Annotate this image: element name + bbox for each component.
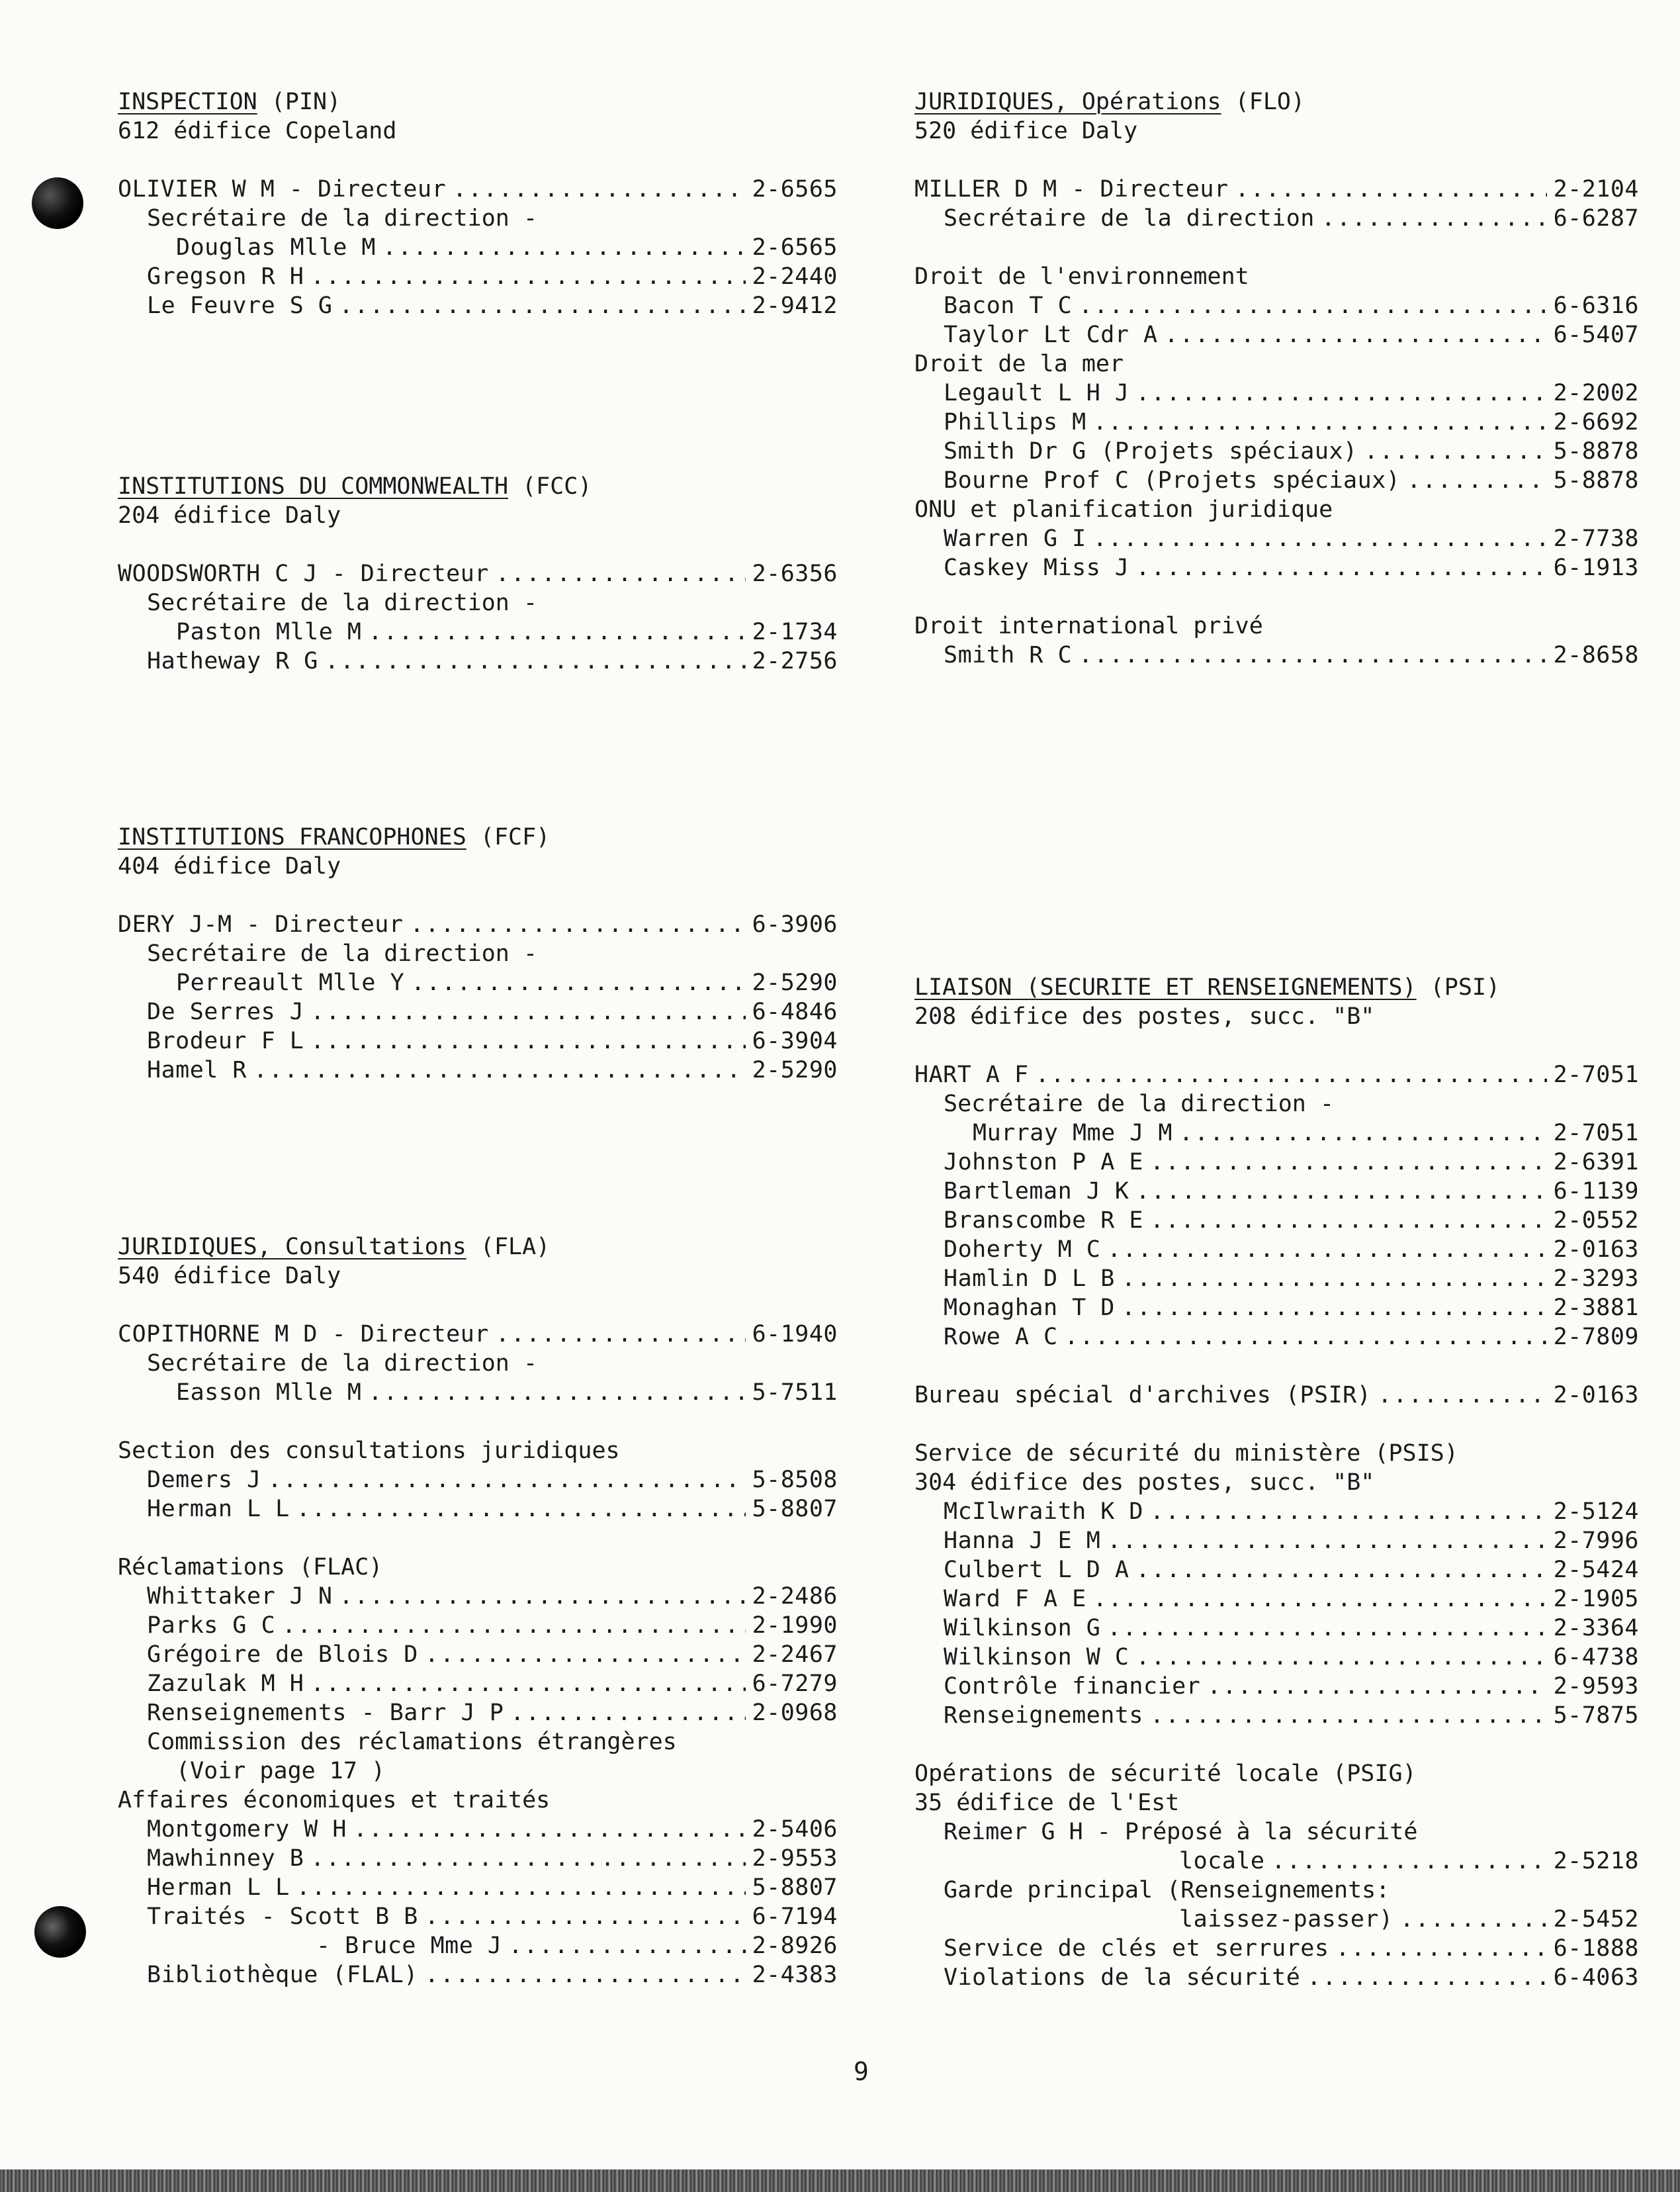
phone-number: 5-7511 — [752, 1379, 838, 1406]
phone-number: 2-4383 — [752, 1962, 838, 1988]
entry-name: Bartleman J K — [944, 1178, 1129, 1205]
entry-name: Culbert L D A — [944, 1557, 1129, 1583]
phone-number: 2-5406 — [752, 1816, 838, 1843]
phone-number: 2-6692 — [1553, 409, 1639, 435]
directory-entry — [914, 1672, 1639, 1701]
entry-name: Whittaker J N — [147, 1583, 333, 1610]
dot-leader — [310, 1844, 745, 1873]
phone-number: 2-6565 — [752, 234, 838, 261]
entry-name: Grégoire de Blois D — [147, 1641, 418, 1668]
phone-number: 2-8658 — [1553, 642, 1639, 668]
section-heading — [118, 87, 838, 116]
phone-number: 2-2486 — [752, 1583, 838, 1610]
directory-entry — [914, 1235, 1639, 1264]
directory-entry — [118, 291, 838, 320]
phone-number: 2-2104 — [1553, 176, 1639, 203]
section-address: 404 édifice Daly — [118, 853, 341, 880]
directory-entry — [914, 1614, 1639, 1643]
dot-leader — [410, 910, 745, 939]
dot-leader — [1150, 1148, 1547, 1177]
scan-edge-artifact — [0, 2169, 1680, 2192]
dot-leader — [1135, 553, 1546, 582]
dot-leader — [1378, 1381, 1546, 1410]
section-title: INSPECTION — [118, 89, 257, 115]
dot-leader — [1150, 1206, 1547, 1235]
directory-entry — [914, 408, 1639, 437]
phone-number: 2-8926 — [752, 1933, 838, 1959]
directory-label: Secrétaire de la direction - — [147, 940, 538, 967]
entry-name: Herman L L — [147, 1874, 290, 1901]
directory-entry — [118, 1873, 838, 1902]
dot-leader — [296, 1494, 746, 1524]
dot-leader — [1036, 1060, 1547, 1089]
dot-leader — [425, 1640, 746, 1669]
phone-number: 2-0163 — [1553, 1236, 1639, 1263]
entry-name: Contrôle financier — [944, 1673, 1201, 1700]
entry-name: Zazulak M H — [147, 1670, 304, 1697]
dot-leader — [268, 1465, 746, 1494]
directory-entry — [118, 1056, 838, 1085]
directory-entry — [914, 1497, 1639, 1526]
directory-entry — [914, 1381, 1639, 1410]
entry-name: Warren G I — [944, 525, 1086, 552]
section-title: JURIDIQUES, Consultations — [118, 1234, 466, 1260]
dot-leader — [253, 1056, 746, 1085]
directory-entry — [914, 1934, 1639, 1963]
dot-leader — [411, 968, 745, 997]
dot-leader — [1122, 1264, 1547, 1293]
dot-leader — [1065, 1322, 1547, 1351]
directory-entry — [914, 524, 1639, 553]
dot-leader — [310, 262, 745, 291]
entry-name: WOODSWORTH C J - Directeur — [118, 561, 489, 587]
section-heading — [118, 823, 838, 852]
phone-number: 2-1990 — [752, 1612, 838, 1639]
section-title: INSTITUTIONS FRANCOPHONES — [118, 824, 466, 850]
dot-leader — [1107, 1235, 1546, 1264]
entry-name: Douglas Mlle M — [176, 234, 376, 261]
directory-entry — [914, 553, 1639, 582]
phone-number: 2-3364 — [1553, 1615, 1639, 1641]
directory-entry — [118, 1960, 838, 1989]
phone-number: 5-8878 — [1553, 438, 1639, 465]
dot-leader — [1335, 1934, 1546, 1963]
punch-hole — [34, 1906, 86, 1958]
directory-entry — [118, 1611, 838, 1640]
subsection-title: Droit international privé — [914, 613, 1263, 639]
section-inspection — [118, 87, 838, 320]
phone-number: 2-5124 — [1553, 1498, 1639, 1525]
entry-name: Branscombe R E — [944, 1207, 1144, 1234]
directory-label: Reimer G H - Préposé à la sécurité — [944, 1819, 1418, 1845]
directory-entry — [914, 1584, 1639, 1614]
phone-number: 2-5290 — [752, 1057, 838, 1083]
entry-name: Renseignements — [944, 1702, 1144, 1729]
dot-leader — [310, 1027, 745, 1056]
dot-leader — [282, 1611, 745, 1640]
subsection-title: Affaires économiques et traités — [118, 1787, 551, 1813]
punch-hole — [32, 177, 83, 229]
directory-entry — [118, 175, 838, 204]
phone-number: 2-7051 — [1553, 1062, 1639, 1088]
phone-number: 6-5407 — [1553, 322, 1639, 348]
entry-name: COPITHORNE M D - Directeur — [118, 1321, 489, 1347]
phone-number: 2-6565 — [752, 176, 838, 203]
entry-name: Easson Mlle M — [176, 1379, 362, 1406]
directory-entry — [118, 1902, 838, 1931]
dot-leader — [1150, 1497, 1547, 1526]
directory-entry — [118, 1465, 838, 1494]
dot-leader — [1307, 1963, 1546, 1992]
section-consultations — [118, 1232, 838, 1989]
section-address: 520 édifice Daly — [914, 118, 1138, 144]
phone-number: 6-4738 — [1553, 1644, 1639, 1670]
directory-entry — [914, 1643, 1639, 1672]
phone-number: 2-2002 — [1553, 380, 1639, 406]
phone-number: 2-7051 — [1553, 1120, 1639, 1146]
entry-name: Monaghan T D — [944, 1295, 1115, 1321]
phone-number: 2-2467 — [752, 1641, 838, 1668]
directory-entry — [914, 1119, 1639, 1148]
dot-leader — [496, 559, 746, 588]
entry-name: Parks G C — [147, 1612, 276, 1639]
section-heading — [914, 87, 1639, 116]
directory-entry — [118, 968, 838, 997]
directory-entry — [118, 1027, 838, 1056]
phone-number: 2-3881 — [1553, 1295, 1639, 1321]
directory-entry — [914, 437, 1639, 466]
dot-leader — [1135, 379, 1546, 408]
phone-number: 6-7279 — [752, 1670, 838, 1697]
directory-entry — [118, 1494, 838, 1524]
dot-leader — [453, 175, 745, 204]
directory-entry — [118, 647, 838, 676]
phone-number: 2-9412 — [752, 293, 838, 319]
entry-name: Hanna J E M — [944, 1528, 1101, 1554]
directory-label: Secrétaire de la direction - — [944, 1091, 1335, 1117]
dot-leader — [1150, 1701, 1547, 1730]
entry-name: Johnston P A E — [944, 1149, 1144, 1175]
directory-entry — [914, 1264, 1639, 1293]
entry-name: - Bruce Mme J — [316, 1933, 502, 1959]
directory-entry — [914, 175, 1639, 204]
dot-leader — [1135, 1555, 1546, 1584]
entry-name: MILLER D M - Directeur — [914, 176, 1229, 203]
entry-name: locale — [1179, 1848, 1265, 1874]
section-code: (PSI) — [1430, 974, 1501, 1001]
phone-number: 6-1888 — [1553, 1935, 1639, 1962]
entry-name: Service de clés et serrures — [944, 1935, 1329, 1962]
phone-number: 6-1139 — [1553, 1178, 1639, 1205]
phone-number: 2-7809 — [1553, 1324, 1639, 1350]
dot-leader — [1122, 1293, 1547, 1322]
section-liaison — [914, 973, 1639, 1992]
section-code: (FCF) — [480, 824, 551, 850]
entry-name: Bacon T C — [944, 293, 1073, 319]
entry-name: Hamlin D L B — [944, 1265, 1115, 1292]
phone-number: 2-0968 — [752, 1700, 838, 1726]
phone-number: 2-1905 — [1553, 1586, 1639, 1612]
phone-number: 2-6356 — [752, 561, 838, 587]
directory-label: Secrétaire de la direction - — [147, 205, 538, 232]
phone-number: 6-3904 — [752, 1028, 838, 1054]
phone-number: 2-7738 — [1553, 525, 1639, 552]
subsection-title: Droit de l'environnement — [914, 263, 1249, 290]
entry-name: Mawhinney B — [147, 1845, 304, 1872]
entry-name: McIlwraith K D — [944, 1498, 1144, 1525]
dot-leader — [339, 291, 745, 320]
directory-entry — [914, 1177, 1639, 1206]
directory-entry — [914, 1148, 1639, 1177]
subsection-address: 35 édifice de l'Est — [914, 1790, 1180, 1816]
directory-label: Secrétaire de la direction - — [147, 590, 538, 616]
entry-name: Bourne Prof C (Projets spéciaux) — [944, 467, 1401, 494]
entry-name: Herman L L — [147, 1496, 290, 1522]
phone-number: 6-1940 — [752, 1321, 838, 1347]
dot-leader — [1135, 1177, 1546, 1206]
directory-entry — [914, 1206, 1639, 1235]
entry-name: Montgomery W H — [147, 1816, 347, 1843]
entry-name: Violations de la sécurité — [944, 1964, 1301, 1991]
dot-leader — [296, 1873, 746, 1902]
directory-entry — [118, 1582, 838, 1611]
phone-number: 6-7194 — [752, 1903, 838, 1930]
dot-leader — [508, 1931, 745, 1960]
directory-entry — [118, 262, 838, 291]
entry-name: Bibliothèque (FLAL) — [147, 1962, 418, 1988]
dot-leader — [510, 1698, 745, 1727]
directory-label: Commission des réclamations étrangères — [147, 1729, 677, 1755]
phone-number: 2-9553 — [752, 1845, 838, 1872]
directory-entry — [914, 1905, 1639, 1934]
directory-entry — [118, 1698, 838, 1727]
dot-leader — [1107, 1614, 1546, 1643]
directory-entry — [914, 1555, 1639, 1584]
dot-leader — [1271, 1847, 1546, 1876]
phone-number: 5-8508 — [752, 1467, 838, 1493]
section-address: 540 édifice Daly — [118, 1263, 341, 1289]
entry-name: Renseignements - Barr J P — [147, 1700, 504, 1726]
entry-name: Ward F A E — [944, 1586, 1086, 1612]
directory-entry — [118, 1931, 838, 1960]
entry-name: Doherty M C — [944, 1236, 1101, 1263]
section-operations — [914, 87, 1639, 670]
directory-entry — [118, 233, 838, 262]
section-address: 208 édifice des postes, succ. "B" — [914, 1003, 1375, 1030]
entry-name: HART A F — [914, 1062, 1029, 1088]
entry-name: Gregson R H — [147, 263, 304, 290]
phone-number: 2-7996 — [1553, 1528, 1639, 1554]
entry-name: Hatheway R G — [147, 648, 318, 674]
phone-number: 2-5218 — [1553, 1848, 1639, 1874]
dot-leader — [1407, 466, 1546, 495]
page-number: 9 — [854, 2057, 869, 2086]
directory-entry — [914, 466, 1639, 495]
phone-number: 2-1734 — [752, 619, 838, 645]
phone-number: 2-0163 — [1553, 1382, 1639, 1408]
dot-leader — [310, 997, 745, 1027]
phone-number: 6-4846 — [752, 999, 838, 1025]
section-title: LIAISON (SECURITE ET RENSEIGNEMENTS) — [914, 974, 1417, 1001]
entry-name: Caskey Miss J — [944, 555, 1129, 581]
dot-leader — [1364, 437, 1547, 466]
directory-entry — [914, 1322, 1639, 1351]
subsection-title: Opérations de sécurité locale (PSIG) — [914, 1760, 1417, 1787]
phone-number: 5-8807 — [752, 1496, 838, 1522]
subsection-title: Service de sécurité du ministère (PSIS) — [914, 1440, 1458, 1467]
directory-entry — [118, 1669, 838, 1698]
section-title: INSTITUTIONS DU COMMONWEALTH — [118, 473, 509, 500]
dot-leader — [1093, 408, 1547, 437]
directory-entry — [914, 291, 1639, 320]
dot-leader — [1079, 641, 1546, 670]
dot-leader — [310, 1669, 745, 1698]
entry-name: Demers J — [147, 1467, 261, 1493]
phone-number: 2-2756 — [752, 648, 838, 674]
section-code: (PIN) — [271, 89, 341, 115]
section-title: JURIDIQUES, Opérations — [914, 89, 1221, 115]
phone-number: 6-4063 — [1553, 1964, 1639, 1991]
directory-entry — [118, 559, 838, 588]
entry-name: Rowe A C — [944, 1324, 1058, 1350]
entry-name: Wilkinson G — [944, 1615, 1101, 1641]
directory-entry — [118, 910, 838, 939]
phone-number: 2-5290 — [752, 970, 838, 996]
section-commonwealth — [118, 472, 838, 676]
directory-entry — [914, 1701, 1639, 1730]
section-address: 204 édifice Daly — [118, 502, 341, 529]
section-code: (FCC) — [522, 473, 592, 500]
dot-leader — [368, 1378, 745, 1407]
section-francophones — [118, 823, 838, 1085]
section-address: 612 édifice Copeland — [118, 118, 397, 144]
dot-leader — [1321, 204, 1547, 233]
directory-entry — [118, 997, 838, 1027]
entry-name: Legault L H J — [944, 380, 1129, 406]
phone-number: 2-2440 — [752, 263, 838, 290]
dot-leader — [1400, 1905, 1547, 1934]
dot-leader — [1165, 320, 1547, 349]
entry-name: OLIVIER W M - Directeur — [118, 176, 447, 203]
phone-number: 2-0552 — [1553, 1207, 1639, 1234]
directory-entry — [914, 641, 1639, 670]
dot-leader — [1207, 1672, 1546, 1701]
directory-entry — [118, 1320, 838, 1349]
dot-leader — [425, 1960, 746, 1989]
directory-label: Garde principal (Renseignements: — [944, 1877, 1390, 1903]
dot-leader — [425, 1902, 746, 1931]
dot-leader — [1179, 1119, 1547, 1148]
phone-number: 5-7875 — [1553, 1702, 1639, 1729]
entry-name: Bureau spécial d'archives (PSIR) — [914, 1382, 1372, 1408]
dot-leader — [1079, 291, 1546, 320]
entry-name: laissez-passer) — [1179, 1906, 1393, 1933]
phone-number: 6-6316 — [1553, 293, 1639, 319]
phone-number: 5-8807 — [752, 1874, 838, 1901]
dot-leader — [382, 233, 746, 262]
dot-leader — [1093, 524, 1547, 553]
entry-name: Traités - Scott B B — [147, 1903, 418, 1930]
entry-name: Smith Dr G (Projets spéciaux) — [944, 438, 1358, 465]
phone-number: 2-6391 — [1553, 1149, 1639, 1175]
subsection-title: Droit de la mer — [914, 351, 1124, 377]
dot-leader — [339, 1582, 745, 1611]
dot-leader — [1135, 1643, 1546, 1672]
phone-number: 6-3906 — [752, 911, 838, 938]
directory-entry — [118, 1815, 838, 1844]
dot-leader — [496, 1320, 746, 1349]
entry-name: Hamel R — [147, 1057, 247, 1083]
phone-number: 2-3293 — [1553, 1265, 1639, 1292]
section-code: (FLA) — [480, 1234, 551, 1260]
entry-name: De Serres J — [147, 999, 304, 1025]
subsection-title: Section des consultations juridiques — [118, 1438, 620, 1464]
phone-number: 2-5452 — [1553, 1906, 1639, 1933]
entry-name: Brodeur F L — [147, 1028, 304, 1054]
subsection-title: Réclamations (FLAC) — [118, 1554, 383, 1580]
directory-entry — [914, 379, 1639, 408]
subsection-address: 304 édifice des postes, succ. "B" — [914, 1469, 1375, 1496]
directory-entry — [914, 1847, 1639, 1876]
entry-name: Phillips M — [944, 409, 1086, 435]
entry-name: DERY J-M - Directeur — [118, 911, 404, 938]
dot-leader — [1107, 1526, 1546, 1555]
entry-name: Murray Mme J M — [973, 1120, 1173, 1146]
directory-entry — [914, 1526, 1639, 1555]
dot-leader — [1235, 175, 1547, 204]
entry-name: Smith R C — [944, 642, 1073, 668]
directory-label: Secrétaire de la direction - — [147, 1350, 538, 1377]
directory-entry — [118, 1844, 838, 1873]
phone-number: 6-6287 — [1553, 205, 1639, 232]
dot-leader — [1093, 1584, 1547, 1614]
directory-entry — [914, 1060, 1639, 1089]
directory-entry — [914, 1293, 1639, 1322]
directory-entry — [914, 1963, 1639, 1992]
directory-entry — [118, 1378, 838, 1407]
dot-leader — [325, 647, 746, 676]
entry-name: Taylor Lt Cdr A — [944, 322, 1158, 348]
entry-name: Secrétaire de la direction — [944, 205, 1315, 232]
phone-number: 2-5424 — [1553, 1557, 1639, 1583]
directory-entry — [118, 1640, 838, 1669]
directory-entry — [914, 320, 1639, 349]
phone-number: 5-8878 — [1553, 467, 1639, 494]
entry-name: Wilkinson W C — [944, 1644, 1129, 1670]
entry-name: Perreault Mlle Y — [176, 970, 405, 996]
phone-number: 6-1913 — [1553, 555, 1639, 581]
cross-reference: (Voir page 17 ) — [176, 1758, 386, 1784]
subsection-title: ONU et planification juridique — [914, 496, 1333, 523]
phone-number: 2-9593 — [1553, 1673, 1639, 1700]
directory-entry — [118, 617, 838, 647]
entry-name: Le Feuvre S G — [147, 293, 333, 319]
entry-name: Paston Mlle M — [176, 619, 362, 645]
dot-leader — [368, 617, 745, 647]
dot-leader — [353, 1815, 746, 1844]
section-code: (FLO) — [1235, 89, 1305, 115]
section-heading — [914, 973, 1639, 1002]
section-heading — [118, 1232, 838, 1261]
directory-entry — [914, 204, 1639, 233]
section-heading — [118, 472, 838, 501]
